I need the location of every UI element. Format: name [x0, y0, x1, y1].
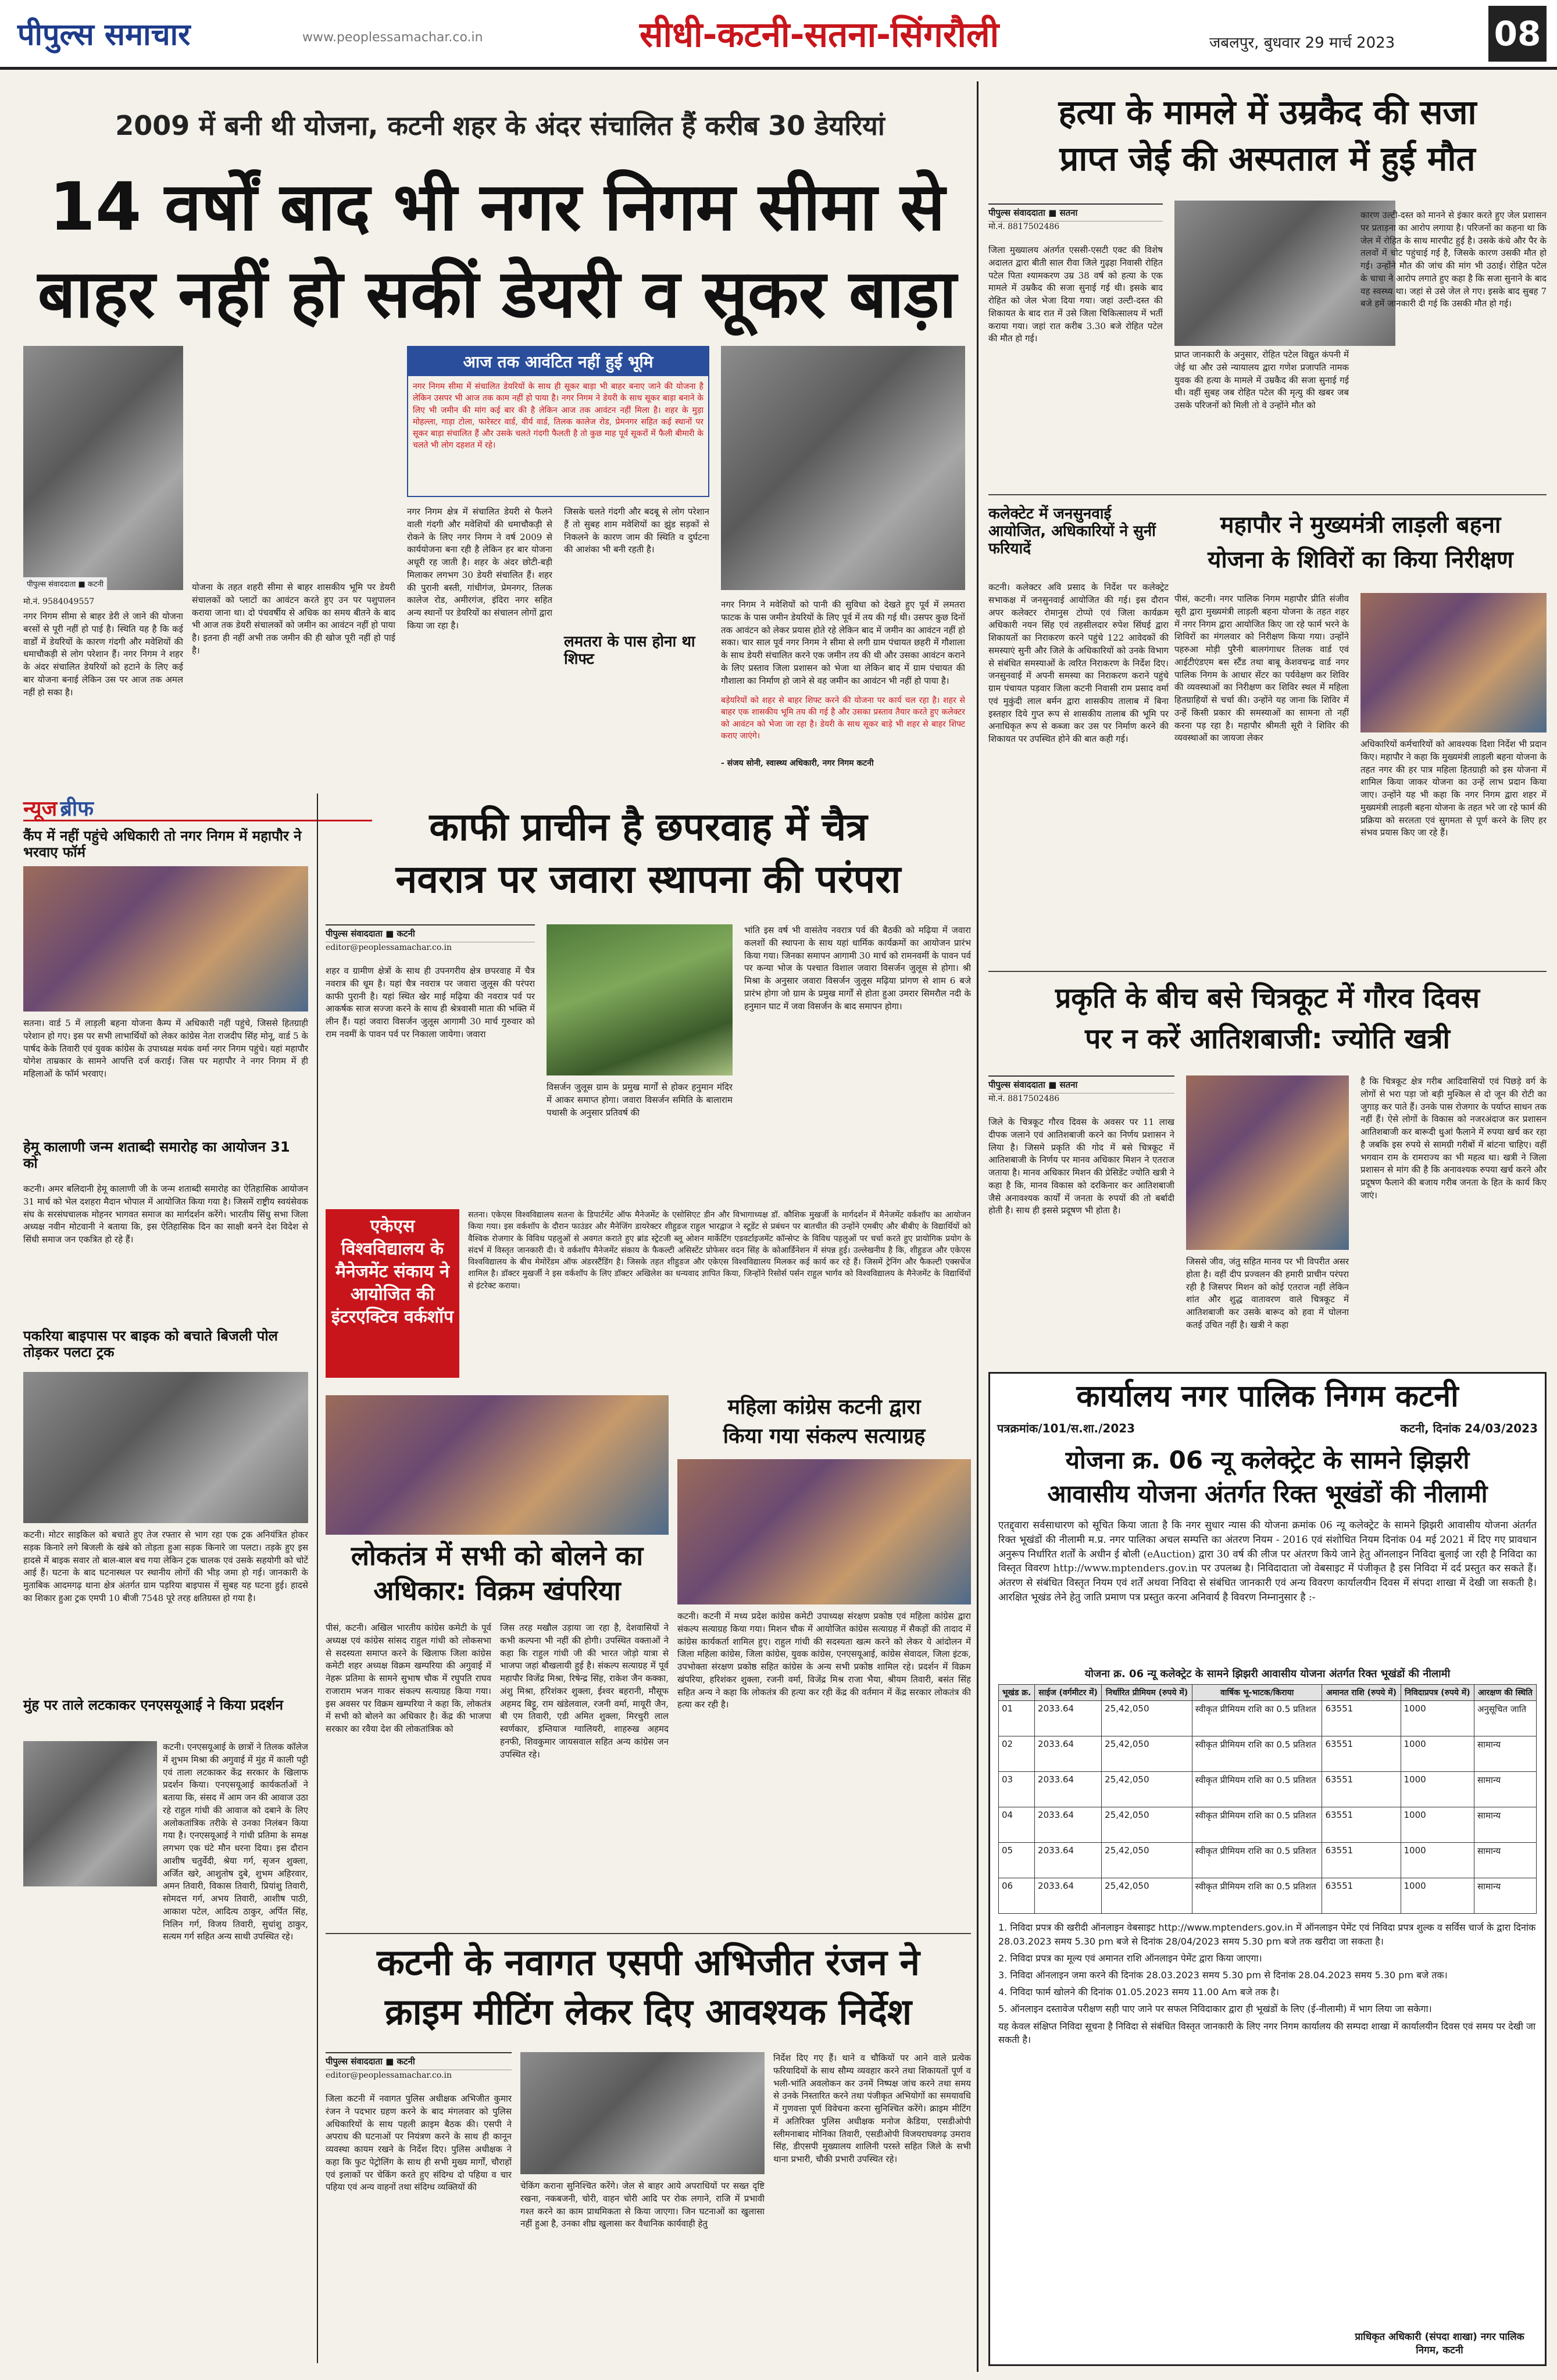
brief3-text: कटनी। मोटर साइकिल को बचाते हुए तेज रफ्तार से भाग रहा एक ट्रक अनियंत्रित होकर सड़क किनारे लगे बिजली के खंबे को तोड़ता हुआ सड़क किनारे जा पलटा। तड़के हुए इस हादसे में बाइक सवार तो बाल-बाल बच गया लेकिन ट्रक चालक एवं उसके सहयोगी को चोटें आई हैं। घटना के बाद घटनास्थल पर स्थानीय लोगों की भीड़ जमा हो गई। जानकारी के मुताबिक आदमगढ़ थाना क्षेत्र अंतर्गत ग्राम पड़रिया बाइपास में सुबह यह घटना हुई। हादसे का शिकार हुआ ट्रक एमपी 10 बीजी 7548 पूरे तरह क्षतिग्रस्त हो गया है। [23, 1530, 308, 1603]
brief2-text: कटनी। अमर बलिदानी हेमू कालाणी जी के जन्म शताब्दी समारोह का ऐतिहासिक आयोजन 31 मार्च को भेल दशहरा मैदान भोपाल में आयोजित किया गया है। जिसमें राष्ट्रीय स्वयंसेवक संघ के सरसंघचालक मोहनर भागवत समाज का मार्गदर्शन करेंगे। भारतीय सिंधु सभा जिला अध्यक्ष नवीन मोटवानी ने बताया कि, इस ऐतिहासिक दिन का साक्षी बनने देश विदेश से सिंधी समाज जन एकत्रित हो रहे हैं। [23, 1184, 308, 1245]
lead-box-text: नगर निगम सीमा में संचालित डेयरियों के साथ ही सूकर बाड़ा भी बाहर बनाए जाने की योजना है लेकिन उसपर भी आज तक काम नहीं हो पाया है। नगर निगम ने डेयरी के साथ सूकर बाड़ा बनाने के लिए भी जमीन की मांग कई बार की है लेकिन आज तक आवंटन नहीं मिला है। शहर के मुड़ा मोहल्ला, गाड़ा टोला, फारेस्टर वार्ड, वीर्य वार्ड, तिलक कालेज रोड, प्रेमनगर सहित कई स्थानों पर सूकर बाड़ा संचालित हैं और उसके चलते गंदगी फैलती है तो कुछ माह पूर्व सूकरों में फैली बीमारी के चलते भी लोग दहशत में रहे। [413, 382, 703, 451]
aks-box [326, 1209, 459, 1378]
brief1-text: सतना। वार्ड 5 में लाड़ली बहना योजना कैम्प में अधिकारी नहीं पहुंचे, जिससे हितग्राही परेशान हो गए। इस पर सभी लाभार्थियों को लेकर कांग्रेस नेता राजदीप सिंह मोनू, वार्ड 5 के पार्षद केके तिवारी एवं युवक कांग्रेस के उपाध्यक्ष मयंक वर्मा नगर निगम पहुंचे। यहां महापौर योगेश ताम्रकार के सामने आपत्ति दर्ज कराई। जिस पर महापौर ने नगर निगम में ही महिलाओं के फॉर्म भरवाए। [23, 1018, 308, 1079]
lead-title-line1: 14 वर्षों बाद भी नगर निगम सीमा से [49, 168, 945, 245]
table-cell: 2033.64 [1035, 1878, 1102, 1914]
murder-title-line1: हत्या के मामले में उम्रकैद की सजा [1058, 92, 1477, 132]
lead-text-col1: नगर निगम सीमा से बाहर डेरी ले जाने की योजना बरसों से पूरी नहीं हो पाई है। स्थिति यह है कि कई वार्डों में डेयरियों के कारण गंदगी और मवेशियों की धमाचौकड़ी से लोग परेशान हैं। नगर निगम ने शहर के अंदर संचालित डेयरियों को हटाने के लिए कई बार योजना बनाई लेकिन उस पर आज तक अमल नहीं हो सका है। [23, 611, 183, 698]
chitrakoot-text-col2: जिससे जीव, जंतु सहित मानव पर भी विपरीत असर होता है। वहीं दीप प्रज्वलन की हमारी प्राचीन परंपरा रही है जिसपर मिशन को कोई एतराज नहीं लेकिन शांत और शुद्ध वातावरण वाले चित्रकूट में आतिशबाजी कर उसके बारूद को हवा में घोलना कतई उचित नहीं है। खत्री ने कहा [1186, 1256, 1349, 1330]
table-cell: 1000 [1401, 1807, 1474, 1843]
table-cell: 1000 [1401, 1843, 1474, 1878]
buffalo-photo-left [23, 346, 183, 590]
brief1-photo [23, 866, 308, 1012]
notice-conditions [998, 1921, 1537, 2046]
brief2-title: हेमू कालाणी जन्म शताब्दी समारोह का आयोजन 31 को [23, 1139, 290, 1171]
table-cell: 1000 [1401, 1701, 1474, 1736]
ladli-text-col1: पीसं, कटनी। नगर पालिक निगम महापौर प्रीति संजीव सूरी द्वारा मुख्यमंत्री लाड़ली बहना योजना के तहत शहर में नगर निगम द्वारा आयोजित किए जा रहे फार्म भरने के शिविरों का मंगलवार को निरीक्षण किया गया। उन्होंने पहरुआ मोड़ी पुरैनी बालगंगाधर तिलक वार्ड एवं आईटीएंडएम बस स्टैंड तथा बाबू केशवचन्द्र वार्ड नगर पालिक निगम के आधार सेंटर का पर्यवेक्षण कर शिविर की व्यवस्थाओं का निरीक्षण कर शिविर स्थल में महिला हितग्राहियों से चर्चा की। उन्होंने यह जाना कि शिविर में उन्हें किसी प्रकार की समस्याओं का सामना तो नहीं करना पड़ रहा है। महापौर श्रीमती सूरी ने शिविर की व्यवस्थाओं का जायजा लेकर [1174, 594, 1349, 744]
brief3-photo [23, 1372, 308, 1523]
masthead-url: www.peoplessamachar.co.in [302, 30, 483, 45]
section-rule [988, 971, 1547, 972]
lead-box [407, 346, 709, 497]
lead-text-col3: नगर निगम क्षेत्र में संचालित डेयरी से फैलने वाली गंदगी और मवेशियों की धमाचौकड़ी से रोकने के लिए नगर निगम ने वर्ष 2009 से कार्ययोजना बना रही है लेकिन हर बार योजना अधूरी रह जाती है। शहर के अंदर छोटी-बड़ी मिलाकर लगभग 30 डेयरी संचालित हैं। शहर की पुरानी बस्ती, गांधीगंज, प्रेमनगर, तिलक कालेज रोड, अमीरगंज, इंदिरा नगर सहित अन्य स्थानों पर डेयरियों का संचालन लोगों द्वारा किया जा रहा है। [407, 506, 552, 631]
table-cell: सामान्य [1474, 1736, 1537, 1772]
table-cell: 02 [999, 1736, 1035, 1772]
loktantra-title-line2: अधिकार: विक्रम खंपरिया [373, 1575, 621, 1606]
jansunwai-title: कलेक्टेट में जनसुनवाई आयोजित, अधिकारियों ने सुनीं फरियादें [988, 505, 1156, 558]
notice-date: कटनी, दिनांक 24/03/2023 [1400, 1421, 1538, 1435]
table-cell: स्वीकृत प्रीमियम राशि का 0.5 प्रतिशत [1192, 1807, 1322, 1843]
table-cell: 25,42,050 [1102, 1701, 1192, 1736]
table-cell: स्वीकृत प्रीमियम राशि का 0.5 प्रतिशत [1192, 1843, 1322, 1878]
notice-ref: पत्रक्रमांक/101/स.शा./2023 [997, 1421, 1135, 1435]
table-header-cell: अमानत राशि (रुपये में) [1322, 1685, 1401, 1701]
lead-quote-box [721, 695, 965, 782]
brief4-photo [23, 1741, 157, 1886]
lead-mobile: मो.नं. 9584049557 [23, 597, 95, 606]
notice-signature: प्राधिकृत अधिकारी (संपदा शाखा) नगर पालिक निगम, कटनी [1355, 2331, 1524, 2356]
notice-subtitle-line2: आवासीय योजना अंतर्गत रिक्त भूखंडों की नीलामी [1047, 1480, 1488, 1509]
table-cell: सामान्य [1474, 1807, 1537, 1843]
chitrakoot-text-col3: है कि चित्रकूट क्षेत्र गरीब आदिवासियों एवं पिछड़े वर्ग के लोगों से भरा पड़ा जो बड़ी मुश्किल से दो जून की रोटी का जुगाड़ कर पाते हैं। उनके पास रोजगार के पर्याप्त साधन तक नहीं हैं। ऐसे लोगों के विकास को नजरअंदाज कर प्रशासन आतिशबाजी कर बारूदी धुआं फैलाने में रुपया खर्च कर रहा है जबकि इस रुपये से सामग्री गरीबों में बांटना चाहिए। वहीं भगवान राम के रामराज्य का भी महत्व था। खत्री ने जिला प्रशासन से मांग की है कि अनावश्यक रुपया खर्च करने और प्रदूषण फैलाने की बजाय गरीब जनता के हित के कार्य किए जाएं। [1360, 1076, 1547, 1200]
murder-text-col3: कारण उल्टी-दस्त को मानने से इंकार करते हुए जेल प्रशासन पर प्रताड़ना का आरोप लगाया है। परिजनों का कहना था कि जेल में रोहित के साथ मारपीट हुई है। उसके कंधे और पैर के तलवों में चोट पहुंचाई गई है, जिसके कारण उसकी मौत हो गई। उन्होंने मौत की जांच की मांग भी उठाई। रोहित पटेल के चाचा ने आरोप लगाते हुए कहा है कि सजा सुनाने के बाद वह स्वस्थ्य था। जहां से उसे जेल ले गए। इसके बाद सुबह 7 बजे हमें जानकारी दी गई कि उसकी मौत हो गई। [1360, 210, 1547, 309]
table-row [999, 1701, 1537, 1736]
table-header-cell: भूखंड क्र. [999, 1685, 1035, 1701]
sp-text-col3: निर्देश दिए गए हैं। थाने व चौकियों पर आने वाले प्रत्येक फरियादियों के साथ सौम्य व्यवहार करने तथा शिकायतों पूर्ण व भली-भांति अवलोकन कर उनमें निष्पक्ष जांच करने तथा समय से उनके निस्तारित करने तथा पंजीकृत अभियोगों का समयावधि में गुणवत्ता पूर्ण विवेचना करना सुनिश्चित करेंगे। क्राइम मीटिंग में अतिरिक्त पुलिस अधीक्षक मनोज केडिया, एसडीओपी स्लीमनाबाद मोनिका तिवारी, एसडीओपी विजयराघवगढ़ उमराव सिंह, डीएसपी मुख्यालय शालिनी परस्ते सहित जिले के सभी थाना प्रभारी, चौकी प्रभारी उपस्थित रहे। [773, 2053, 971, 2164]
column-divider [317, 794, 318, 2363]
table-cell: 63551 [1322, 1701, 1401, 1736]
ladli-text-col2: अधिकारियों कर्मचारियों को आवश्यक दिशा निर्देश भी प्रदान किए। महापौर ने कहा कि मुख्यमंत्री लाड़ली बहना योजना के तहत नगर की हर पात्र महिला हितग्राही को इस योजना में शामिल किया जाकर योजना का उन्हें लाभ प्रदान किया जाए। उन्होंने यह भी कहा कि नगर निगम द्वारा शहर में मुख्यमंत्री लाड़ली बहना योजना के तहत भरे जा रहे फार्म की प्रक्रिया को सरलता एवं सुगमता से पूर्ण करने के लिए हर संभव प्रयास किए जा रहे हैं। [1360, 739, 1547, 838]
sp-email: editor@peoplessamachar.co.in [326, 2071, 452, 2080]
ladli-photo [1360, 593, 1547, 732]
lead-quote: बड़ेयरियों को शहर से बाहर शिफ्ट करने की योजना पर कार्य चल रहा है। शहर से बाहर एक शासकीय भूमि तय की गई है और उसका प्रस्ताव तैयार करते हुए कलेक्टर को आवंटन को भेजा जा रहा है। डेयरी के साथ सूकर बाड़े भी शहर से बाहर शिफ्ट कराए जाएंगे। [721, 696, 965, 741]
page-number: 08 [1488, 6, 1547, 62]
brief-label-b: ब्रीफ [60, 797, 94, 821]
table-cell: 25,42,050 [1102, 1736, 1192, 1772]
notice-condition: 5. ऑनलाइन दस्तावेज परीक्षण सही पाए जाने पर सफल निविदाकार द्वारा ही भूखंडों के लिए (ई-नीलामी) में भाग लिया जा सकेगा। [998, 2003, 1432, 2015]
sp-byline: पीपुल्स संवाददाता ■ कटनी [326, 2052, 512, 2070]
notice-condition: 3. निविदा ऑनलाइन जमा करने की दिनांक 28.03.2023 समय 5.30 pm से दिनांक 28.04.2023 समय 5.30 pm बजे तक। [998, 1969, 1448, 1981]
navratri-text-col3: भांति इस वर्ष भी वासंतेय नवरात्र पर्व की बैठकी को मढ़िया में जवारा कलशों की स्थापना के साथ यहां धार्मिक कार्यक्रमों का आयोजन प्रारंभ किया गया। जिनका समापन आगामी 30 मार्च को रामनवमीं के पावन पर्व पर कन्या भोज के पश्चात विशाल जवारा विसर्जन जुलूस से होगा। श्री मिश्रा के अनुसार जवारा विसर्जन जुलूस मढ़िया प्रांगण से शाम 6 बजे प्रारंभ होगा जो ग्राम के प्रमुख मार्गों से होता हुआ उमरार सिमरौल नदी के हनुमान घाट में जवा विसर्जन के बाद समापन होगा। [744, 925, 971, 1012]
table-header-cell: निविदाप्रपत्र (रुपये में) [1401, 1685, 1474, 1701]
murder-mobile: मो.नं. 8817502486 [988, 222, 1060, 231]
table-header-cell: साईज (वर्गमीटर में) [1035, 1685, 1102, 1701]
table-header-row [999, 1685, 1537, 1701]
brief-label-a: न्यूज [23, 797, 58, 821]
table-cell: 2033.64 [1035, 1736, 1102, 1772]
table-cell: 63551 [1322, 1736, 1401, 1772]
notice-subtitle-line1: योजना क्र. 06 न्यू कलेक्ट्रेट के सामने झिझरी [1065, 1445, 1470, 1474]
photo-caption: पीपुल्स संवाददाता ■ कटनी [23, 577, 107, 590]
sp-title-line1: कटनी के नवागत एसपी अभिजीत रंजन ने [377, 1941, 920, 1984]
table-cell: 03 [999, 1772, 1035, 1807]
table-cell: 1000 [1401, 1772, 1474, 1807]
table-cell: 2033.64 [1035, 1843, 1102, 1878]
buffalo-photo-right [721, 346, 965, 590]
table-cell: 63551 [1322, 1843, 1401, 1878]
notice-table-wrap [998, 1684, 1537, 1914]
notice-condition: 2. निविदा प्रपत्र का मूल्य एवं अमानत राशि ऑनलाइन पेमेंट द्वारा किया जाएगा। [998, 1952, 1262, 1964]
mahila-photo [677, 1459, 971, 1604]
jansunwai-text: कटनी। कलेक्टर अवि प्रसाद के निर्देश पर कलेक्ट्रेट सभाकक्ष में जनसुनवाई आयोजित की गई। इस दौरान अपर कलेक्टर रोमानुस टोप्पो एवं जिला कार्यक्रम अधिकारी नयन सिंह एवं तहसीलदार रुपेश सिंघई द्वारा शिकायतों का निराकरण करने पहुंचे 122 आवेदकों की समस्याएं सुनी और जिले के अधिकारियों को उनके विभाग से संबंधित समस्याओं के त्वरित निराकरण के निर्देश दिए। जनसुनवाई में अपनी समस्या का निराकरण कराने पहुंचे ग्राम पंचायत पड़वार जिला कटनी निवासी राम प्रसाद वर्मा एवं मुकुंदी लाल बर्मन द्वारा शासकीय तालाब में बिना इस्तहार दिये गुप्त रूप से शासकीय तालाब की भूमि पर अनाधिकृत रूप से कब्जा कर उस पर निर्माण करने की शिकायत पर उपस्थित होने की बात कही गई। [988, 582, 1169, 744]
table-cell: 63551 [1322, 1772, 1401, 1807]
loktantra-title-line1: लोकतंत्र में सभी को बोलने का [351, 1540, 644, 1571]
section-rule [326, 1933, 971, 1934]
notice-ref-row [990, 1414, 1545, 1436]
table-row [999, 1878, 1537, 1914]
jawara-photo [547, 924, 733, 1075]
ladli-title-line2: योजना के शिविरों का किया निरीक्षण [1208, 546, 1513, 573]
lead-text-col4: जिसके चलते गंदगी और बदबू से लोग परेशान हैं तो सुबह शाम मवेशियों का झुंड सड़कों से निकलने के कारण जाम की स्थिति व दुर्घटना की आशंका भी बनी रहती है। [564, 506, 709, 555]
mahila-title-line1: महिला कांग्रेस कटनी द्वारा [727, 1395, 921, 1419]
table-cell: 25,42,050 [1102, 1878, 1192, 1914]
table-row [999, 1843, 1537, 1878]
aks-text-top: सतना। एकेएस विश्वविद्यालय सतना के डिपार्टमेंट ऑफ मैनेजमेंट के एसोसिएट डीन और विभागाध्यक्ष डॉ. कौशिक मुखर्जी के मार्गदर्शन में मैनेजमेंट वर्कशॉप का आयोजन किया गया। इस वर्कशॉप के दौरान फाउंडर और मैनेजिंग डायरेक्टर शीहुडज राहुल भारद्वाज ने स्टूडेंट से प्रबंधन पर बातचीत की उन्होंने एमबीए और बीबीए के विद्यार्थियों को वैश्विक रोजगार के विविध पहलुओं से अवगत कराते हुए ब्रांड स्ट्रेटजी ब्लू ओशन मार्केटिंग एडवर्टाइजमेंट कॉन्सेप्ट के विविध पहलुओं पर चर्चा करते हुए प्रायोगिक प्रयोग के संदर्भ में विस्तृत जानकारी दी। ये वर्कशॉप मैनेजमेंट संकाय के फैकल्टी असिस्टेंट प्रोफेसर वदन सिंह के कोआर्डिनेशन में संपन्न हुई। उल्लेखनीय है कि, शीहुडज और एकेएस विश्वविद्यालय के बीच मेमोरेंडम ऑफ अंडरस्टैंडिंग है। जिसके तहत शीहुडज और एकेएस विश्वविद्यालय मिलकर कई कार्य कर रहे हैं। जिसमें ट्रेनिंग और फैकल्टी एक्सचेंज शामिल है। डॉक्टर मुखर्जी ने इस वर्कशॉप के लिए डॉक्टर अखिलेश का धन्यवाद ज्ञापित किया, जिन्होंने रिसोर्स पर्सन राहुल भार्गव को विश्वविद्यालय के मैनेजमेंट के विद्यार्थियों से इंटरेक्ट कराया। [468, 1210, 971, 1291]
lead-title-line2: बाहर नहीं हो सकीं डेयरी व सूकर बाड़ा [37, 255, 957, 333]
table-cell: अनुसूचित जाति [1474, 1701, 1537, 1736]
table-cell: 25,42,050 [1102, 1843, 1192, 1878]
table-cell: 25,42,050 [1102, 1772, 1192, 1807]
notice-title: कार्यालय नगर पालिक निगम कटनी [1076, 1379, 1459, 1414]
loktantra-photo [326, 1395, 669, 1535]
table-cell: सामान्य [1474, 1878, 1537, 1914]
table-cell: 2033.64 [1035, 1772, 1102, 1807]
section-rule [988, 494, 1547, 495]
lead-kicker: 2009 में बनी थी योजना, कटनी शहर के अंदर संचालित हैं करीब 30 डेयरियां [115, 110, 885, 141]
navratri-text-col2: विसर्जन जुलूस ग्राम के प्रमुख मार्गों से होकर हनुमान मंदिर में आकर समाप्त होगा। जवारा विसर्जन समिति के बालाराम पथासी के अनुसार प्रतिवर्ष की [547, 1082, 733, 1118]
notice-condition: 1. निविदा प्रपत्र की खरीदी ऑनलाइन वेबसाइट http://www.mptenders.gov.in में ऑनलाइन पेमेंट एवं निविदा प्रपत्र शुल्क व सर्विस चार्ज के द्वारा दिनांक 28.03.2023 समय 5.30 pm बजे से दिनांक 28/04/2023 समय 5.30 pm बजे तक खरीदा जा सकता है। [998, 1922, 1536, 1947]
brief4-title: मुंह पर ताले लटकाकर एनएसयूआई ने किया प्रदर्शन [23, 1697, 283, 1713]
chitrakoot-title-line2: पर न करें आतिशबाजी: ज्योति खत्री [1085, 1023, 1450, 1055]
murder-text-col1: जिला मुख्यालय अंतर्गत एससी-एसटी एक्ट की विशेष अदालत द्वारा बीती साल रीवा जिले गुढ़हा निवासी रोहित पटेल पिता श्यामकरण उम्र 38 वर्ष को हत्या के एक मामले में उम्रकैद की सजा सुनाई गई थी। इसके बाद रोहित को जेल भेजा दिया गया। जहां उल्टी-दस्त की शिकायत के बाद रात में उसे जिला चिकित्सालय में भर्ती कराया गया। जहां रात करीब 3.30 बजे रोहित पटेल की मौत हो गई। [988, 245, 1163, 344]
table-cell: 1000 [1401, 1736, 1474, 1772]
column-divider [977, 81, 979, 2372]
navratri-byline: पीपुल्स संवाददाता ■ कटनी [326, 924, 535, 942]
table-header-cell: निर्धारित प्रीमियम (रुपये में) [1102, 1685, 1192, 1701]
aks-box-text: एकेएस विश्वविद्यालय के मैनेजमेंट संकाय ने आयोजित की इंटरएक्टिव वर्कशॉप [331, 1216, 454, 1327]
table-header-cell: वार्षिक भू-भाटक/किराया [1192, 1685, 1322, 1701]
jyoti-khatri-photo [1186, 1075, 1349, 1250]
table-cell: 1000 [1401, 1878, 1474, 1914]
lead-quote-author: - संजय सोनी, स्वास्थ्य अधिकारी, नगर निगम कटनी [721, 759, 874, 768]
table-cell: 2033.64 [1035, 1701, 1102, 1736]
notice-intro: एतद्द्वारा सर्वसाधारण को सूचित किया जाता है कि नगर सुधार न्यास की योजना क्रमांक 06 न्यू कलेक्ट्रेट के सामने झिझरी आवासीय योजना अंतर्गत रिक्त भूखंडों की नीलामी म.प्र. नगर पालिका अचल सम्पत्ति का अंतरण नियम - 2016 एवं संशोधित नियम दिनांक 04 मई 2021 में दिए गए प्रावधान अनुरूप निर्धारित शर्तों के अधीन ई बोली (eAuction) द्वारा 30 वर्ष की लीज पर अंतरण किये जाने हेतु ऑनलाइन निविदा बुलाई जा रही है निविदा का विस्तृत विवरण http://www.mptenders.gov.in पर उपलब्ध है। निविदादाता जो वेबसाइट में पंजीकृत है इस निविदा में दर्द प्रस्तुत कर सकते हैं। अंतरण से संबंधित विस्तृत नियम एवं शर्तें अथवा निविदा से संबंधित जानकारी एवं अन्य विवरण कार्यालयीन दिवस में संपदा शाखा में देखी जा सकती है। आरक्षित भूखंड लेने हेतु जाति प्रमाण पत्र प्रस्तुत करना अनिवार्य है विवरण निम्नानुसार है :- [998, 1520, 1537, 1603]
table-cell: स्वीकृत प्रीमियम राशि का 0.5 प्रतिशत [1192, 1772, 1322, 1807]
table-cell: स्वीकृत प्रीमियम राशि का 0.5 प्रतिशत [1192, 1878, 1322, 1914]
dateline: जबलपुर, बुधवार 29 मार्च 2023 [1209, 34, 1395, 52]
table-cell: 2033.64 [1035, 1807, 1102, 1843]
table-row [999, 1736, 1537, 1772]
brief1-title: कैंप में नहीं पहुंचे अधिकारी तो नगर निगम में महापौर ने भरवाए फॉर्म [23, 828, 302, 860]
brief3-title: पकरिया बाइपास पर बाइक को बचाते बिजली पोल तोड़कर पलटा ट्रक [23, 1328, 278, 1360]
lead-text-col2: योजना के तहत शहरी सीमा से बाहर शासकीय भूमि पर डेयरी संचालकों को प्लाटों का आवंटन करते हुए उन पर पशुपालन कराया जाना था। दो पंचवर्षीय से अधिक का समय बीतने के बाद भी आज तक डेयरी संचालकों को जमीन का आवंटन नहीं हो पाया है। इतना ही नहीं अभी तक जमीन की ही खोज पूरी नहीं हो पाई है। [192, 582, 395, 656]
murder-byline: पीपुल्स संवाददाता ■ सतना [988, 203, 1163, 221]
masthead-logo: पीपुल्स समाचार [17, 17, 191, 52]
table-cell: 05 [999, 1843, 1035, 1878]
table-row [999, 1772, 1537, 1807]
notice-box [988, 1372, 1547, 2366]
murder-text-col2: प्राप्त जानकारी के अनुसार, रोहित पटेल विद्युत कंपनी में जेई था और उसे न्यायालय द्वारा गणेश प्रजापति नामक युवक की हत्या के मामले में उम्रकैद की सजा सुनाई गई थी। वहीं सुबह जब रोहित पटेल की मृत्यु की खबर जब उसके परिजनों को मिली तो वे उन्होंने मौत को [1174, 349, 1349, 410]
table-cell: स्वीकृत प्रीमियम राशि का 0.5 प्रतिशत [1192, 1736, 1322, 1772]
sp-title-line2: क्राइम मीटिंग लेकर दिए आवश्यक निर्देश [384, 1991, 912, 2033]
murder-title-line2: प्राप्त जेई की अस्पताल में हुई मौत [1059, 139, 1476, 178]
table-row [999, 1807, 1537, 1843]
masthead [0, 0, 1557, 70]
table-body [999, 1701, 1537, 1914]
navratri-title-line2: नवरात्र पर जवारा स्थापना की परंपरा [395, 857, 901, 902]
edition-title: सीधी-कटनी-सतना-सिंगरौली [640, 15, 999, 55]
lead-box-title: आज तक आवंटित नहीं हुई भूमि [408, 347, 708, 376]
table-cell: 63551 [1322, 1878, 1401, 1914]
navratri-title-line1: काफी प्राचीन है छपरवाह में चैत्र [429, 805, 867, 849]
navratri-email: editor@peoplessamachar.co.in [326, 943, 452, 952]
mahila-text: कटनी। कटनी में मध्य प्रदेश कांग्रेस कमेटी उपाध्यक्ष संरक्षण प्रकोष्ठ एवं महिला कांग्रेस द्वारा संकल्प सत्याग्रह किया गया। मिशन चौक में आयोजित कांग्रेस सत्याग्रह में सैकड़ों की तादाद में कांग्रेस कार्यकर्ता शामिल हुए। राहुल गांधी की सदस्यता खत्म करने को लेकर ये आंदोलन में जिला महिला कांग्रेस, जिला कांग्रेस, युवक कांग्रेस, एनएसयूआई, कांग्रेस सेवादल, जिला इंटक, उपभोक्ता संरक्षण प्रकोष्ठ सहित कांग्रेस के अन्य सभी प्रकोष्ठ शामिल रहे। प्रदर्शन में विक्रम खंपरिया, हरिशंकर शुक्ला, रजनी वर्मा, विजेंद्र मिश्र राजा भैया, श्रीयम तिवारी, बसंत सिंह सहित अन्य ने कहा कि लोकतंत्र की हत्या कर रही केंद्र की वर्तमान में केंद्र सरकार लोकतंत्र की हत्या कर रही है। [677, 1611, 971, 1710]
table-cell: 25,42,050 [1102, 1807, 1192, 1843]
chitrakoot-byline: पीपुल्स संवाददाता ■ सतना [988, 1075, 1174, 1093]
loktantra-text-col2: जिस तरह मखौल उड़ाया जा रहा है, देशवासियों ने कभी कल्पना भी नहीं की होगी। उपस्थित वक्ताओं ने कहा कि राहुल गांधी जी की भारत जोड़ो यात्रा से भाजपा जहां बौखलायी हुई है। संकल्प सत्याग्रह में पूर्व महापौर विजेंद्र मिश्रा, रिषेन्द्र सिंह, राकेश जैन कक्का, अंशु मिश्रा, हरिशंकर शुक्ला, ईश्वर बहरानी, मौसूफ अहमद बिट्टू, राम खंडेलवाल, रजनी वर्मा, मायूरी जैन, बी एम तिवारी, एडी अमित शुक्ला, मिरचुरी लाल स्वर्णकार, इम्तियाज ग्वालियरी, शाहरुख अहमद हनफी, शिवकुमार जायसवाल सहित अन्य कांग्रेस जन उपस्थित रहे। [500, 1623, 669, 1760]
sp-text-col2: चेकिंग कराना सुनिश्चित करेंगे। जेल से बाहर आये अपराधियों पर सख्त दृष्टि रखना, नकबजनी, चोरी, वाहन चोरी आदि पर रोक लगाने, राजि में प्रभावी गश्त करने का काम प्राथमिकता से किया जाएगा। जिन घटनाओं का खुलासा नहीं हुआ है, उनका शीघ्र खुलासा कर वैधानिक कार्यवाही हेतु [520, 2181, 765, 2229]
table-cell: 06 [999, 1878, 1035, 1914]
lead-subhead: लमतरा के पास होना था शिफ्ट [564, 633, 695, 668]
table-cell: 63551 [1322, 1807, 1401, 1843]
table-cell: 04 [999, 1807, 1035, 1843]
chitrakoot-mobile: मो.नं. 8817502486 [988, 1094, 1060, 1103]
sp-photo [520, 2052, 765, 2174]
table-cell: 01 [999, 1701, 1035, 1736]
sp-text-col1: जिला कटनी में नवागत पुलिस अधीक्षक अभिजीत कुमार रंजन ने पदभार ग्रहण करने के बाद मंगलवार को पुलिस अधिकारियों के साथ पहली क्राइम बैठक की। एसपी ने अपराध की घटनाओं पर नियंत्रण करने के साथ ही कानून व्यवस्था कायम रखने के निर्देश दिए। पुलिस अधीक्षक ने कहा कि फुट पेट्रोलिंग के साथ ही सभी मुख्य मार्गों, चौराहों एवं इलाकों पर चेकिंग करते हुए संदिग्ध दो पहिया व चार पहिया एवं अन्य वाहनों तथा संदिग्ध व्यक्तियों की [326, 2093, 512, 2193]
table-cell: सामान्य [1474, 1843, 1537, 1878]
table-header-cell: आरक्षण की स्थिति [1474, 1685, 1537, 1701]
notice-condition: यह केवल संक्षिप्त निविदा सूचना है निविदा से संबंधित विस्तृत जानकारी के लिए नगर निगम कार्यालय की सम्पदा शाखा में कार्यालयीन दिवस एवं समय पर देखी जा सकती है। [998, 2020, 1536, 2045]
news-brief-label [23, 794, 372, 821]
mahila-title-line2: किया गया संकल्प सत्याग्रह [723, 1424, 926, 1448]
chitrakoot-text-col1: जिले के चित्रकूट गौरव दिवस के अवसर पर 11 लाख दीपक जलाने एवं आतिशबाजी करने का निर्णय प्रशासन ने लिया है। जिसमे प्रकृति की गोद में बसे चित्रकूट में आतिशबाजी के निर्णय पर मानव अधिकार मिशन ने एतराज जताया है। मानव अधिकार मिशन की प्रेसिडेंट ज्योति खत्री ने कहा है कि, मानव विकास को दरकिनार कर आतिशबाजी जैसे अनावश्यक कार्यों में जनता के रुपयों की तो बर्बादी होती है। साथ ही इससे प्रदूषण भी होता है। [988, 1117, 1174, 1216]
ladli-title-line1: महापौर ने मुख्यमंत्री लाड़ली बहना [1220, 512, 1501, 538]
loktantra-text-col1: पीसं, कटनी। अखिल भारतीय कांग्रेस कमेटी के पूर्व अध्यक्ष एवं कांग्रेस सांसद राहुल गांधी को लोकसभा से सदस्यता समाप्त करने के खिलाफ जिला कांग्रेस कमेटी शहर अध्यक्ष विक्रम खम्परिया की अगुवाई में नेहरू प्रतिमा के सामने सुभाष चौक में रघुपति राघव राजाराम भजन गाकर संकल्प सत्याग्रह किया गया। इस अवसर पर विक्रम खम्परिया ने कहा कि, लोकतंत्र में सभी को बोलने का अधिकार है। केंद्र की भाजपा सरकार का रवैया देश की लोकतांत्रिक को [326, 1623, 491, 1734]
auction-table [998, 1684, 1537, 1914]
navratri-text-col1: शहर व ग्रामीण क्षेत्रों के साथ ही उपनगरीय क्षेत्र छपरवाह में चैत्र नवरात्र की धूम है। यहां चैत्र नवरात्र पर जवारा जुलूस की परंपरा काफी पुरानी है। यहां स्थित खेर माई मढ़िया की नवरात्र पर्व पर आकर्षक साज सज्जा करने के साथ ही श्रेत्रवासी माता की भक्ति में लीन हैं। यहां जवारा विसर्जन जुलूस आगामी 30 मार्च गुरुवार को राम नवमीं के पावन पर्व पर निकाला जायेगा। जवारा [326, 966, 535, 1039]
chitrakoot-title-line1: प्रकृति के बीच बसे चित्रकूट में गौरव दिवस [1055, 982, 1480, 1014]
brief4-text: कटनी। एनएसयूआई के छात्रों ने तिलक कॉलेज में शुभम मिश्रा की अगुवाई में मुंह में काली पट्टी एवं ताला लटकाकर केंद्र सरकार के खिलाफ प्रदर्शन किया। एनएसयूआई कार्यकर्ताओं ने बताया कि, संसद में आम जन की आवाज उठा रहे राहुल गांधी की आवाज को दबाने के लिए अलोकतांत्रिक तरीके से उनका निलंबन किया गया है। एनएसयूआई ने गांधी प्रतिमा के समक्ष लगभग एक घंटे मौन धरना दिया। इस दौरान आशीष चतुर्वेदी, श्रेया गर्ग, सृजन शुक्ला, अर्जित खरे, आशुतोष दुबे, शुभम अहिरवार, अमन तिवारी, विकास तिवारी, प्रियांशु तिवारी, सोमदत्त गर्ग, अभय तिवारी, आशीष पाठी, आकाश पटेल, आदित्य ठाकुर, अर्पित सिंह, निलिन गर्ग, विजय तिवारी, सुधांशु ठाकुर, सत्यम गर्ग सहित अन्य साथी उपस्थित रहे। [163, 1742, 308, 1942]
table-cell: सामान्य [1474, 1772, 1537, 1807]
notice-table-title: योजना क्र. 06 न्यू कलेक्ट्रेट के सामने झिझरी आवासीय योजना अंतर्गत रिक्त भूखंडों की नीलामी [1084, 1668, 1451, 1681]
table-cell: स्वीकृत प्रीमियम राशि का 0.5 प्रतिशत [1192, 1701, 1322, 1736]
notice-condition: 4. निविदा फार्म खोलने की दिनांक 01.05.2023 समय 11.00 Am बजे तक है। [998, 1986, 1279, 1998]
lead-text-col5b: नगर निगम ने मवेशियों को पानी की सुविधा को देखते हुए पूर्व में लमतरा फाटक के पास जमीन डेयरियों के लिए पूर्व में तय की गई थी। उसपर कुछ दिनों तक आवंटन को लेकर प्रयास होते रहे लेकिन बाद में जमीन का आवंटन नहीं हो सका। चार साल पूर्व नगर निगम ने सीमा से लगी ग्राम पंचायत छहरी में गौशाला के साथ डेयरी संचालित करने एक जमीन तय की थी और उसका आवंटन कराने के लिए प्रस्ताव जिला प्रशासन को भेजा था लेकिन बाद में ग्राम पंचायत की गौशाला का निर्माण हो जाने से वह जमीन का आवंटन भी नहीं हो पाया है। [721, 599, 965, 686]
